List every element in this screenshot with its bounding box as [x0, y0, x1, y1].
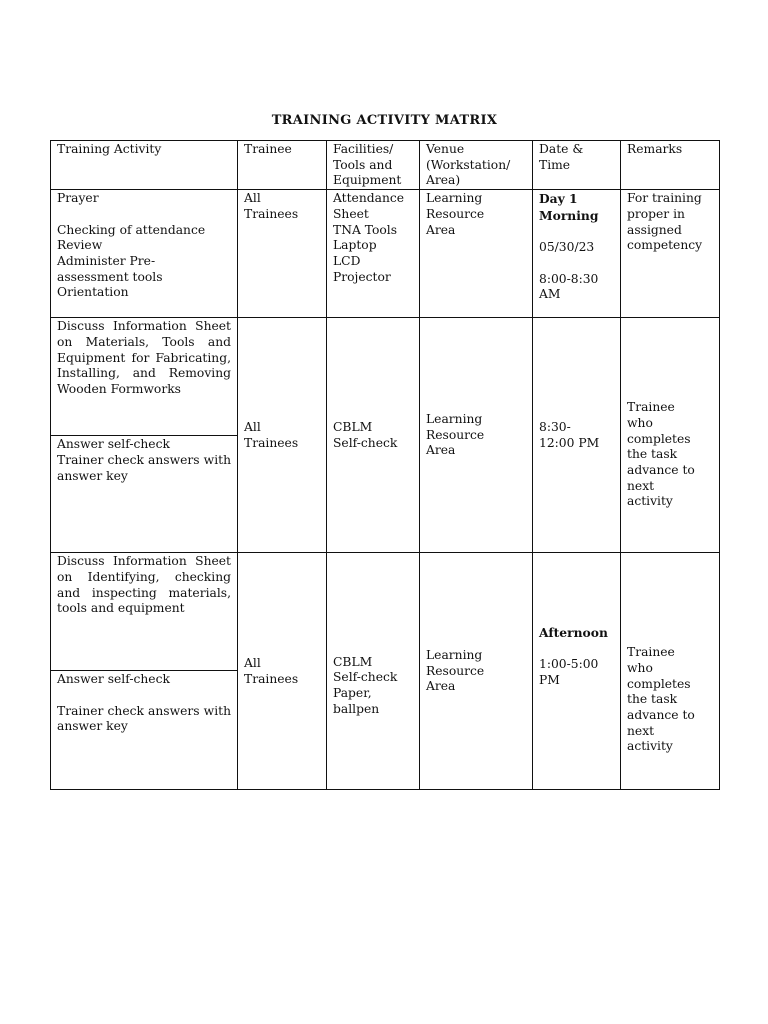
facilities-cell: CBLM Self-check Paper, ballpen [327, 553, 420, 790]
facilities-cell: CBLM Self-check [327, 318, 420, 553]
trainee-cell: All Trainees [238, 190, 327, 318]
remarks-cell: For training proper in assigned competency [621, 190, 720, 318]
venue-cell: Learning Resource Area [420, 318, 533, 553]
facilities-cell: Attendance Sheet TNA Tools Laptop LCD Projector [327, 190, 420, 318]
table-row [51, 318, 720, 436]
header-facilities: Facilities/ Tools and Equipment [327, 141, 420, 190]
trainee-cell: All Trainees [238, 553, 327, 790]
table-row [51, 553, 720, 671]
date-time-cell: Day 1 Morning 05/30/23 8:00-8:30 AM [533, 190, 621, 318]
remarks-cell: Trainee who completes the task advance to next activity [621, 553, 720, 790]
header-trainee: Trainee [238, 141, 327, 190]
activity-cell: Prayer Checking of attendance Review Administer Pre- assessment tools Orientation [51, 190, 238, 318]
header-date-time: Date & Time [533, 141, 621, 190]
activity-cell: Answer self-check Trainer check answers with answer key [51, 436, 238, 553]
header-training-activity: Training Activity [51, 141, 238, 190]
remarks-cell: Trainee who completes the task advance to next activity [621, 318, 720, 553]
header-remarks: Remarks [621, 141, 720, 190]
training-activity-matrix [50, 140, 720, 790]
trainee-cell: All Trainees [238, 318, 327, 553]
header-row [51, 141, 720, 190]
date-time-cell: Afternoon 1:00-5:00 PM [533, 553, 621, 790]
activity-cell: Discuss Information Sheet on Identifying, checking and inspecting materials, tools and equipment [51, 553, 238, 671]
venue-cell: Learning Resource Area [420, 553, 533, 790]
date-time-cell: 8:30- 12:00 PM [533, 318, 621, 553]
activity-cell: Answer self-check Trainer check answers with answer key [51, 671, 238, 790]
table-row [51, 190, 720, 318]
header-venue: Venue (Workstation/ Area) [420, 141, 533, 190]
document-title: TRAINING ACTIVITY MATRIX [271, 113, 498, 128]
venue-cell: Learning Resource Area [420, 190, 533, 318]
activity-cell: Discuss Information Sheet on Materials, Tools and Equipment for Fabricating, Installing, and Removing Wooden Formworks [51, 318, 238, 436]
